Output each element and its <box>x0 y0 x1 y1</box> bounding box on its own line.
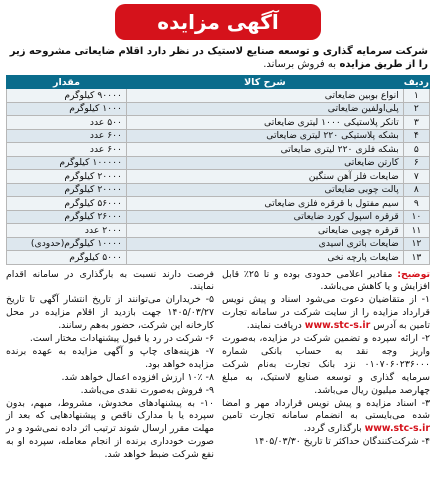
terms-left-column <box>6 269 214 463</box>
table-row <box>7 251 430 265</box>
term-2: ۲- ارائه سپرده و تضمین شرکت در مزایده، به‌صورت واریز وجه نقد به حساب بانکی شماره ۰۱۰۷۰۶۰۲۳۶۰۰۰ نزد بانک تجارت به‌نام شرکت سرمایه گذاری و توسعه صنایع لاستیک، به مبلغ چهارصد میلیون ریال می‌باشد. <box>222 333 430 396</box>
row-number: ۱۱ <box>403 224 429 238</box>
header-desc: شرح کالا <box>127 76 404 89</box>
row-desc: قرقره اسپول کورد ضایعاتی <box>127 210 404 224</box>
row-qty: ۱۰۰۰۰۰ کیلوگرم <box>7 156 127 170</box>
row-desc: پالت چوبی ضایعاتی <box>127 183 404 197</box>
table-body <box>7 89 430 265</box>
note-text: مقادیر اعلامی حدودی بوده و تا ۲۵٪ قابل افزایش و یا کاهش می‌باشد. <box>222 268 430 293</box>
term-3-text-b: بارگذاری گردد. <box>303 423 365 435</box>
row-number: ۶ <box>403 156 429 170</box>
row-desc: پلی‌اولفین ضایعاتی <box>127 102 404 116</box>
items-table <box>6 75 430 265</box>
banner-wrap <box>6 4 430 40</box>
table-row <box>7 210 430 224</box>
row-qty: ۱۰۰۰۰ کیلوگرم(حدودی) <box>7 237 127 251</box>
term-1 <box>222 294 430 333</box>
row-number: ۷ <box>403 170 429 184</box>
header-row-num: ردیف <box>403 76 429 88</box>
row-desc: بشکه فلزی ۲۲۰ لیتری ضایعاتی <box>127 143 404 157</box>
intro-text <box>6 45 430 71</box>
term-4-continued: فرصت دارند نسبت به بارگذاری در سامانه اقدام نمایند. <box>6 268 214 293</box>
note-paragraph <box>222 269 430 295</box>
row-number: ۱۳ <box>403 251 429 265</box>
table-row <box>7 224 430 238</box>
table-row <box>7 183 430 197</box>
row-qty: ۶۰۰ عدد <box>7 129 127 143</box>
term-3 <box>222 398 430 437</box>
row-number: ۱ <box>403 89 429 103</box>
row-number: ۲ <box>403 102 429 116</box>
table-row <box>7 89 430 103</box>
row-desc: قرقره چوبی ضایعاتی <box>127 224 404 238</box>
term-3-text-a: ۳- اسناد مزایده و پیش نویس قرارداد مهر و امضا شده می‌بایستی به انضمام سامانه تجارت تامین <box>222 397 430 422</box>
row-qty: ۲۶۰۰۰ کیلوگرم <box>7 210 127 224</box>
auction-banner: آگهی مزایده <box>115 4 321 40</box>
table-row <box>7 237 430 251</box>
row-desc: ضایعات باتری اسیدی <box>127 237 404 251</box>
term-8: ۸- ۱۰٪ ارزش افزوده اعمال خواهد شد. <box>61 371 214 383</box>
term-7: ۷- هزینه‌های چاپ و آگهی مزایده به عهده برنده مزایده خواهد بود. <box>6 345 214 370</box>
intro-bold: شرکت سرمایه گذاری و توسعه صنایع لاستیک در نظر دارد اقلام ضایعاتی مشروحه زیر را از طریق مزایده <box>9 46 428 70</box>
row-desc: بشکه پلاستیکی ۲۲۰ لیتری ضایعاتی <box>127 129 404 143</box>
table-row <box>7 170 430 184</box>
row-number: ۴ <box>403 129 429 143</box>
table-row <box>7 102 430 116</box>
term-6: ۶- شرکت در رد یا قبول پیشنهادات مختار است. <box>29 333 214 345</box>
website-link[interactable]: www.stc-s.ir <box>364 423 430 435</box>
row-number: ۳ <box>403 116 429 130</box>
term-9: ۹- فروش به‌صورت نقدی می‌باشد. <box>80 384 214 396</box>
row-desc: ضایعات فلز آهن سنگین <box>127 170 404 184</box>
term-1-text-b: دریافت نمایند. <box>246 320 305 332</box>
row-qty: ۲۰۰۰۰ کیلوگرم <box>7 170 127 184</box>
intro-light: به فروش برساند. <box>263 59 337 70</box>
row-qty: ۶۰۰ عدد <box>7 143 127 157</box>
terms-columns <box>6 269 430 463</box>
row-number: ۵ <box>403 143 429 157</box>
note-label: توضیح: <box>397 268 430 280</box>
table-row <box>7 156 430 170</box>
row-qty: ۵۰۰ عدد <box>7 116 127 130</box>
row-qty: ۲۰۰۰۰ کیلوگرم <box>7 183 127 197</box>
table-row <box>7 116 430 130</box>
website-link[interactable]: www.stc-s.ir <box>304 320 371 332</box>
row-number: ۹ <box>403 197 429 211</box>
row-desc: سیم مفتول با قرقره فلزی ضایعاتی <box>127 197 404 211</box>
row-desc: تانکر پلاستیکی ۱۰۰۰ لیتری ضایعاتی <box>127 116 404 130</box>
row-number: ۸ <box>403 183 429 197</box>
row-qty: ۱۰۰۰ کیلوگرم <box>7 102 127 116</box>
term-10: ۱۰- به پیشنهادهای مخدوش، مشروط، مبهم، بدون سپرده یا با مدارک ناقص و پیشنهادهایی که بعد از مهلت مقرر ارسال شوند ترتیب اثر داده نمی‌شود و در صورت خودداری برنده از انجام معامله، سپرده او به نفع شرکت ضبط خواهد شد. <box>6 397 214 461</box>
terms-right-column <box>222 269 430 463</box>
table-row <box>7 143 430 157</box>
row-qty: ۵۰۰۰ کیلوگرم <box>7 251 127 265</box>
row-desc: کارتن ضایعاتی <box>127 156 404 170</box>
row-qty: ۹۰۰۰۰ کیلوگرم <box>7 89 127 103</box>
term-1-text-a: ۱- از متقاضیان دعوت می‌شود اسناد و پیش نویس قرارداد مزایده را از سایت شرکت در سامانه تجارت تامین به آدرس <box>222 294 430 332</box>
table-header-row <box>7 76 430 89</box>
table-row <box>7 129 430 143</box>
row-qty: ۵۶۰۰۰ کیلوگرم <box>7 197 127 211</box>
header-qty: مقدار <box>7 76 127 89</box>
row-desc: ضایعات پارچه نخی <box>127 251 404 265</box>
term-5: ۵- خریداران می‌توانند از تاریخ انتشار آگهی تا تاریخ ۱۴۰۵/۰۳/۲۷ جهت بازدید از اقلام مزایده در محل کارخانه این شرکت، حضور به‌هم رسانند. <box>6 294 214 332</box>
row-qty: ۲۰۰۰ عدد <box>7 224 127 238</box>
table-row <box>7 197 430 211</box>
term-4: ۴- شرکت‌کنندگان حداکثر تا تاریخ ۱۴۰۵/۰۳/۳۰ <box>254 436 430 448</box>
row-desc: انواع بوبین ضایعاتی <box>127 89 404 103</box>
row-number: ۱۲ <box>403 237 429 251</box>
row-number: ۱۰ <box>403 210 429 224</box>
